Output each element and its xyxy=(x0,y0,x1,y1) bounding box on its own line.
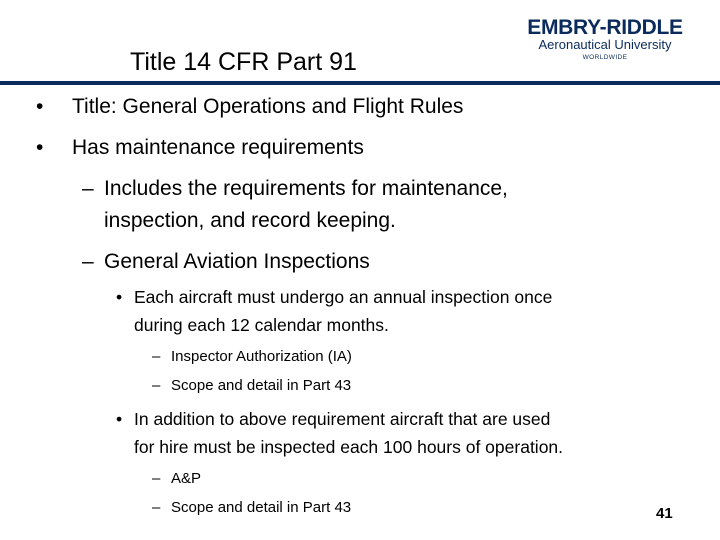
level4-text: Scope and detail in Part 43 xyxy=(171,377,352,394)
logo-line-1: EMBRY-RIDDLE xyxy=(527,16,683,39)
level3-text-continued: during each 12 calendar months. xyxy=(134,315,389,335)
title-divider xyxy=(0,81,720,85)
bullet-text: Has maintenance requirements xyxy=(72,136,364,159)
bullet-text: Title: General Operations and Flight Rules xyxy=(72,95,464,118)
level4-marker: – xyxy=(152,499,161,516)
subbullet-text: General Aviation Inspections xyxy=(104,250,370,273)
subbullet-text-continued: inspection, and record keeping. xyxy=(104,209,396,232)
level4-marker: – xyxy=(152,470,161,487)
subbullet-marker: – xyxy=(82,250,94,273)
slide-title: Title 14 CFR Part 91 xyxy=(130,48,357,76)
logo-line-2: Aeronautical University xyxy=(538,37,672,52)
level4-text: Inspector Authorization (IA) xyxy=(171,348,352,365)
subbullet-marker: – xyxy=(82,177,94,200)
level3-marker: • xyxy=(116,409,123,429)
level3-text: Each aircraft must undergo an annual inspection once xyxy=(134,287,553,307)
level4-text: Scope and detail in Part 43 xyxy=(171,499,352,516)
level4-marker: – xyxy=(152,377,161,394)
bullet-marker: • xyxy=(36,95,44,118)
level3-text-continued: for hire must be inspected each 100 hours of operation. xyxy=(134,437,564,457)
level3-marker: • xyxy=(116,287,123,307)
level4-marker: – xyxy=(152,348,161,365)
embry-riddle-logo xyxy=(520,16,700,72)
logo-line-3: WORLDWIDE xyxy=(582,54,628,61)
bullet-marker: • xyxy=(36,136,44,159)
level3-text: In addition to above requirement aircraft that are used xyxy=(134,409,551,429)
subbullet-text: Includes the requirements for maintenance, xyxy=(104,177,508,200)
level4-text: A&P xyxy=(171,470,202,487)
page-number: 41 xyxy=(656,505,673,522)
